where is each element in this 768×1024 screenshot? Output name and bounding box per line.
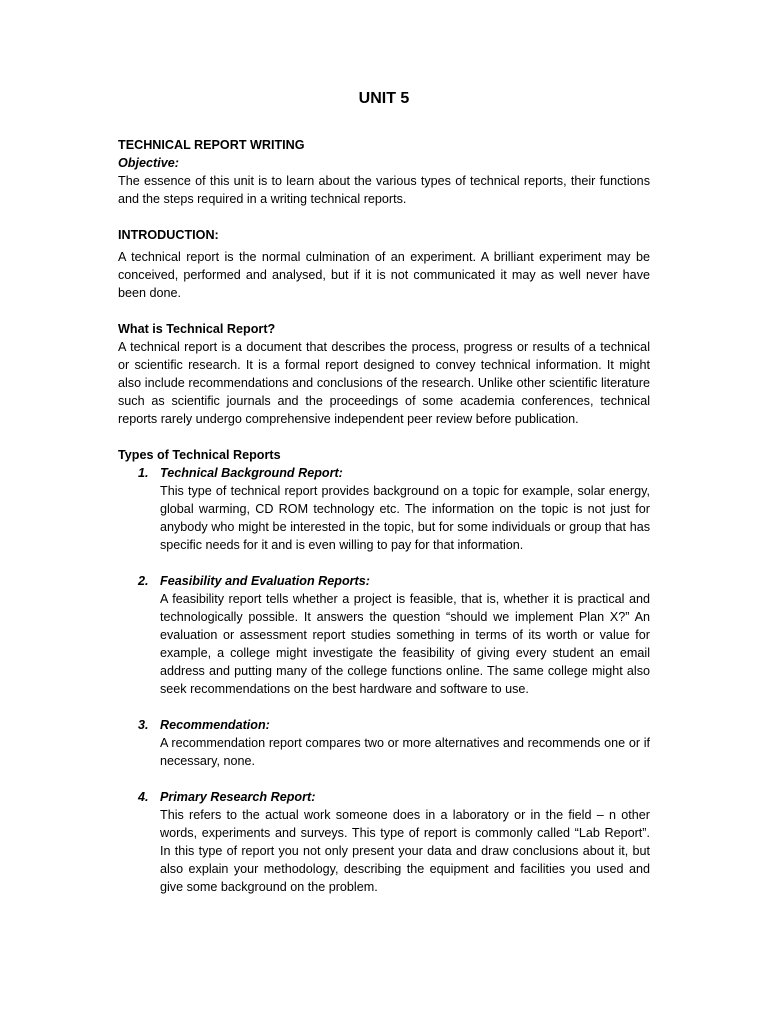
list-item	[118, 788, 650, 896]
item-body: A recommendation report compares two or more alternatives and recommends one or if necessary, none.	[160, 736, 650, 768]
item-body: This type of technical report provides background on a topic for example, solar energy, global warming, CD ROM technology etc. The information on the topic is not just for anybody who might be interested in the topic, but for some individuals or group that has specific needs for it and is even willing to pay for that information.	[160, 484, 650, 552]
list-item	[118, 464, 650, 554]
item-number: 3.	[138, 718, 149, 732]
item-body: A feasibility report tells whether a project is feasible, that is, whether it is practical and technologically possible. It answers the question “should we implement Plan X?” An evaluation or assessment report studies something in terms of its worth or value for example, a college might investigate the feasibility of giving every student an email address and putting many of the college functions online. The same college might also seek recommendations on the best hardware and software to use.	[160, 592, 650, 696]
item-title: Technical Background Report:	[160, 466, 343, 480]
item-title: Primary Research Report:	[160, 790, 316, 804]
list-item	[118, 716, 650, 770]
item-body: This refers to the actual work someone does in a laboratory or in the field – n other words, experiments and surveys. This type of report is commonly called “Lab Report”. In this type of report you not only present your data and draw conclusions about it, but also explain your methodology, describing the equipment and facilities you used and give some background on the problem.	[160, 808, 650, 894]
types-list	[118, 464, 650, 896]
unit-title: UNIT 5	[358, 90, 410, 107]
item-title: Feasibility and Evaluation Reports:	[160, 574, 370, 588]
document-page	[118, 88, 650, 914]
item-number: 4.	[138, 790, 149, 804]
what-is-heading: What is Technical Report?	[118, 322, 276, 336]
types-heading: Types of Technical Reports	[118, 448, 281, 462]
section-title: TECHNICAL REPORT WRITING	[118, 138, 305, 152]
item-number: 1.	[138, 466, 149, 480]
introduction-heading: INTRODUCTION:	[118, 228, 219, 242]
objective-label: Objective:	[118, 156, 179, 170]
item-title: Recommendation:	[160, 718, 270, 732]
list-item	[118, 572, 650, 698]
introduction-text: A technical report is the normal culmination of an experiment. A brilliant experiment may be conceived, performed and analysed, but if it is not communicated it may as well never have been done.	[118, 250, 650, 300]
what-is-text: A technical report is a document that describes the process, progress or results of a technical or scientific research. It is a formal report designed to convey technical information. It might also include recommendations and conclusions of the research. Unlike other scientific literature such as scientific journals and the proceedings of some academia conferences, technical reports rarely undergo comprehensive independent peer review before publication.	[118, 340, 650, 426]
item-number: 2.	[138, 574, 149, 588]
objective-text: The essence of this unit is to learn about the various types of technical reports, their functions and the steps required in a writing technical reports.	[118, 174, 650, 206]
